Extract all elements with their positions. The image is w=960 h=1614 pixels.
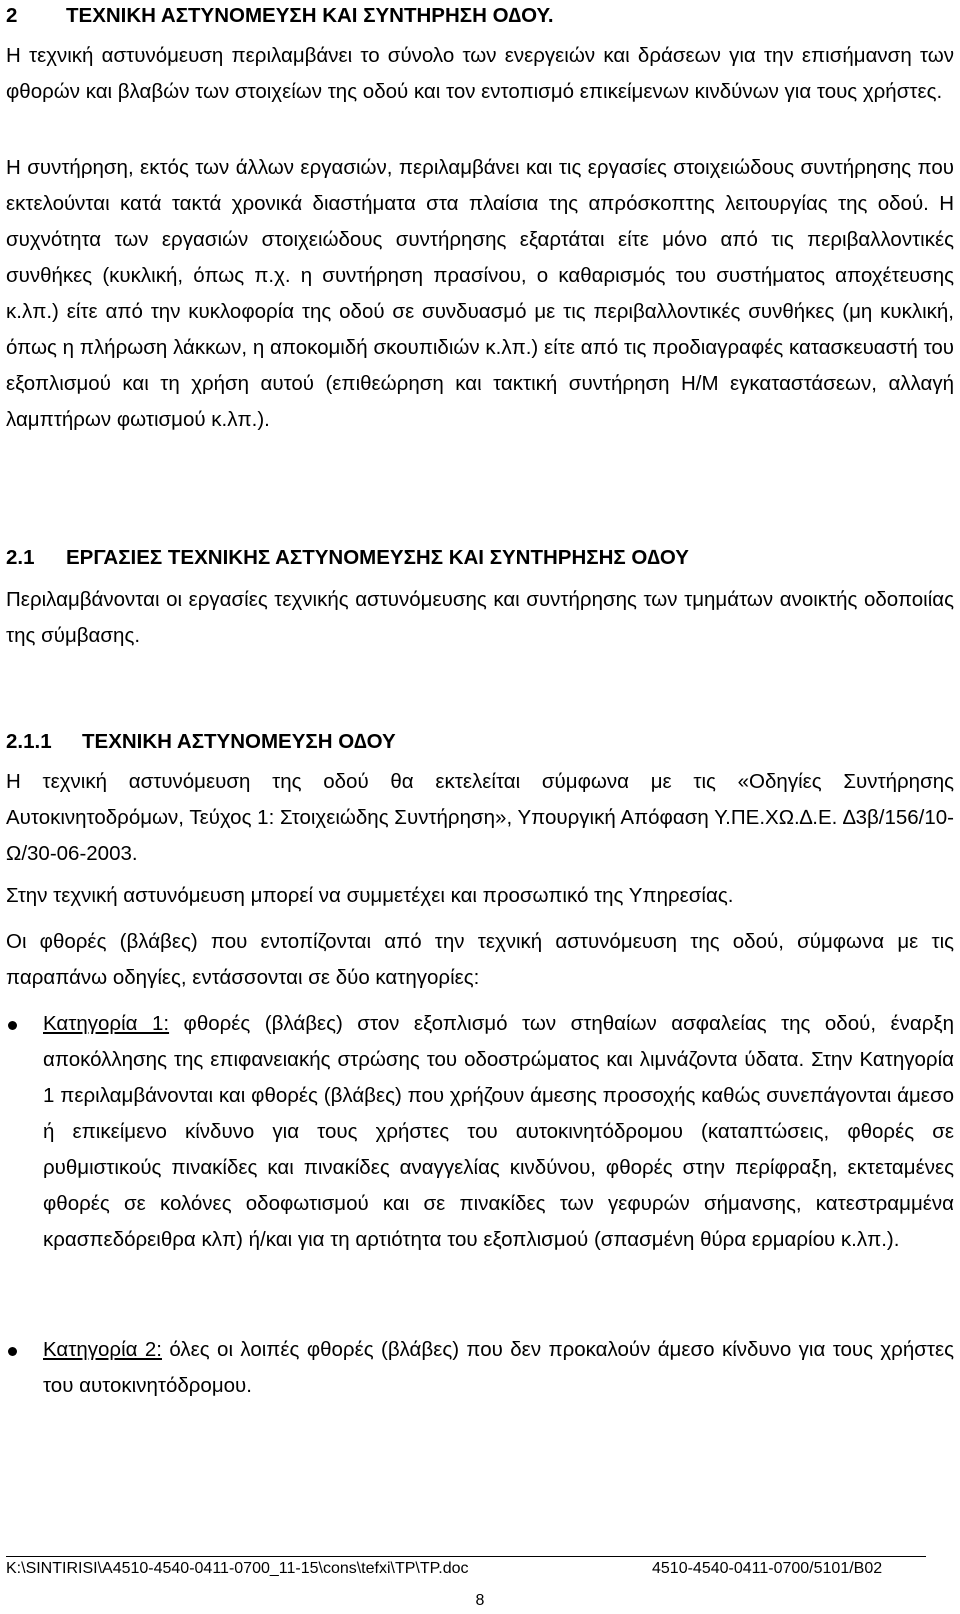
category-1-text-block: [43, 1006, 954, 1258]
section-2-1-1-paragraph-3: Οι φθορές (βλάβες) που εντοπίζονται από την τεχνική αστυνόμευση της οδού, σύμφωνα με τις παραπάνω οδηγίες, εντάσσονται σε δύο κατηγορίες:: [6, 930, 954, 989]
section-2-paragraph-2: Η συντήρηση, εκτός των άλλων εργασιών, περιλαμβάνει και τις εργασίες στοιχειώδους συντήρησης που εκτελούνται κατά τακτά χρονικά διαστήματα στα πλαίσια της απρόσκοπτης λειτουργίας της οδού. Η συχνότητα των εργασιών στοιχειώδους συντήρησης εξαρτάται είτε μόνο από τις περιβαλλοντικές συνθήκες (κυκλική, όπως π.χ. η συντήρηση πρασίνου, ο καθαρισμός του συστήματος αποχέτευσης κ.λπ.) είτε από την κυκλοφορία της οδού σε συνδυασμό με τις περιβαλλοντικές συνθήκες (μη κυκλική, όπως η πλήρωση λάκκων, η αποκομιδή σκουπιδιών κ.λπ.) είτε από τις προδιαγραφές κατασκευαστή του εξοπλισμού και τη χρήση αυτού (επιθεώρηση και τακτική συντήρηση Η/Μ εγκαταστάσεων, αλλαγή λαμπτήρων φωτισμού κ.λπ.).: [6, 156, 954, 431]
section-2-1-number: 2.1: [6, 546, 35, 569]
section-2-1-1-number: 2.1.1: [6, 730, 52, 753]
section-2-title: ΤΕΧΝΙΚΗ ΑΣΤΥΝΟΜΕΥΣΗ ΚΑΙ ΣΥΝΤΗΡΗΣΗ Ο∆ΟΥ.: [66, 4, 554, 27]
bullet-dot-icon: [8, 1021, 17, 1030]
category-2-text-block: [43, 1332, 954, 1404]
section-2-1-1-heading: [6, 730, 396, 754]
section-2-1-1-paragraph-2: Στην τεχνική αστυνόμευση μπορεί να συμμετέχει και προσωπικό της Υπηρεσίας.: [6, 884, 734, 907]
category-2-label: Κατηγορία 2:: [43, 1338, 162, 1361]
footer-document-code: 4510-4540-0411-0700/5101/B02: [652, 1560, 883, 1577]
section-2-number: 2: [6, 4, 18, 27]
category-1-text: φθορές (βλάβες) στον εξοπλισμό των στηθαίων ασφαλείας της οδού, έναρξη αποκόλλησης της επιφανειακής στρώσης του οδοστρώματος και λιμνάζοντα ύδατα. Στην Κατηγορία 1 περιλαμβάνονται και φθορές (βλάβες) που χρήζουν άμεσης προσοχής καθώς συνεπάγονται άμεσο ή επικείμενο κίνδυνο για τους χρήστες του αυτοκινητόδρομου (καταπτώσεις, φθορές σε ρυθμιστικούς πινακίδες και πινακίδες αναγγελίας κινδύνου, φθορές στην περίφραξη, εκτεταμένες φθορές σε κολόνες οδοφωτισμού και σε πινακίδες των γεφυρών σήμανσης, κατεστραμμένα κρασπεδόρειθρα κλπ) ή/και για τη αρτιότητα του εξοπλισμού (σπασμένη θύρα ερμαρίου κ.λπ.).: [43, 1012, 954, 1251]
category-1-label: Κατηγορία 1:: [43, 1012, 170, 1035]
bullet-dot-icon: [8, 1347, 17, 1356]
section-2-1-1-paragraph-1: Η τεχνική αστυνόμευση της οδού θα εκτελείται σύμφωνα με τις «Οδηγίες Συντήρησης Αυτοκινητοδρόμων, Τεύχος 1: Στοιχειώδης Συντήρηση», Υπουργική Απόφαση Υ.ΠΕ.ΧΩ.∆.Ε. ∆3β/156/10-Ω/30-06-2003.: [6, 770, 954, 865]
section-2-heading: [6, 4, 554, 28]
section-2-1-1-title: ΤΕΧΝΙΚΗ ΑΣΤΥΝΟΜΕΥΣΗ Ο∆ΟΥ: [82, 730, 396, 753]
section-2-1-paragraph: Περιλαμβάνονται οι εργασίες τεχνικής αστυνόμευσης και συντήρησης των τμημάτων ανοικτής οδοποιίας της σύμβασης.: [6, 588, 954, 647]
section-2-1-title: ΕΡΓΑΣΙΕΣ ΤΕΧΝΙΚΗΣ ΑΣΤΥΝΟΜΕΥΣΗΣ ΚΑΙ ΣΥΝΤΗΡΗΣΗΣ Ο∆ΟΥ: [66, 546, 689, 569]
footer-file-path: K:\SINTIRISI\A4510-4540-0411-0700_11-15\cons\tefxi\TP\TP.doc: [6, 1560, 469, 1577]
section-2-paragraph-1: Η τεχνική αστυνόμευση περιλαμβάνει το σύνολο των ενεργειών και δράσεων για την επισήμανση των φθορών και βλαβών των στοιχείων της οδού και τον εντοπισμό επικείμενων κινδύνων για τους χρήστες.: [6, 44, 954, 103]
section-2-1-heading: [6, 546, 689, 570]
footer-divider: [6, 1556, 926, 1557]
page-number: 8: [475, 1592, 485, 1609]
category-2-text: όλες οι λοιπές φθορές (βλάβες) που δεν προκαλούν άμεσο κίνδυνο για τους χρήστες του αυτοκινητόδρομου.: [43, 1338, 954, 1397]
